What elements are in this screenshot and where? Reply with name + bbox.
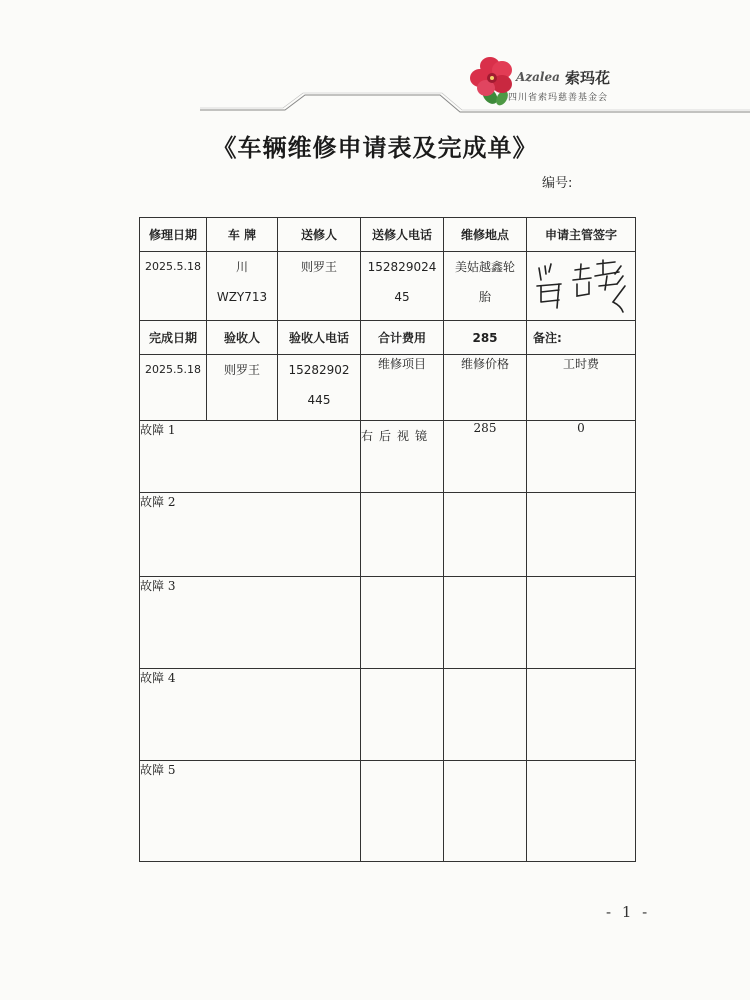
logo-chinese-name: 索玛花 bbox=[565, 69, 611, 87]
sender-phone-value bbox=[361, 252, 444, 321]
header-inspector: 验收人 bbox=[207, 321, 278, 355]
header-divider-line bbox=[0, 0, 750, 120]
page-number: - 1 - bbox=[606, 903, 651, 921]
serial-number-label: 编号: bbox=[542, 176, 573, 191]
fault-labor-fee bbox=[527, 493, 636, 577]
fault-repair-item: 右后视镜 bbox=[361, 421, 444, 493]
plate-line-2: WZY713 bbox=[216, 290, 268, 304]
fault-repair-price bbox=[444, 669, 527, 761]
column-labor-fee: 工时费 bbox=[527, 355, 636, 421]
header-completion-date: 完成日期 bbox=[140, 321, 207, 355]
fault-row bbox=[140, 421, 636, 493]
fault-labor-fee bbox=[527, 669, 636, 761]
fault-label: 故障 1 bbox=[140, 421, 361, 493]
location-line-2: 胎 bbox=[478, 290, 491, 304]
fault-repair-item bbox=[361, 761, 444, 862]
fault-repair-item bbox=[361, 669, 444, 761]
remarks-label: 备注: bbox=[527, 321, 636, 355]
header-supervisor-signature: 申请主管签字 bbox=[527, 218, 636, 252]
fault-label: 故障 3 bbox=[140, 577, 361, 669]
header-sender: 送修人 bbox=[278, 218, 361, 252]
fault-labor-fee: 0 bbox=[527, 421, 636, 493]
fault-repair-item bbox=[361, 493, 444, 577]
header-inspector-phone: 验收人电话 bbox=[278, 321, 361, 355]
fault-label: 故障 2 bbox=[140, 493, 361, 577]
header-sender-phone: 送修人电话 bbox=[361, 218, 444, 252]
column-repair-item: 维修项目 bbox=[361, 355, 444, 421]
fault-repair-price bbox=[444, 577, 527, 669]
logo-subtitle: 四川省索玛慈善基金会 bbox=[508, 93, 609, 103]
fault-row bbox=[140, 577, 636, 669]
handwritten-signature bbox=[533, 256, 633, 318]
inspector-phone-line-1: 15282902 bbox=[288, 363, 350, 377]
location-line-1: 美姑越鑫轮 bbox=[454, 260, 515, 274]
inspector-phone-value bbox=[278, 355, 361, 421]
table-header-row-2 bbox=[140, 321, 636, 355]
repair-date-value: 2025.5.18 bbox=[140, 252, 207, 321]
completion-date-value: 2025.5.18 bbox=[140, 355, 207, 421]
header-repair-location: 维修地点 bbox=[444, 218, 527, 252]
column-repair-price: 维修价格 bbox=[444, 355, 527, 421]
fault-repair-price: 285 bbox=[444, 421, 527, 493]
plate-value bbox=[207, 252, 278, 321]
repair-form-table bbox=[139, 217, 636, 862]
table-header-row-1 bbox=[140, 218, 636, 252]
logo-english-name: Azalea bbox=[516, 70, 560, 84]
header-repair-date: 修理日期 bbox=[140, 218, 207, 252]
header-total-cost: 合计费用 bbox=[361, 321, 444, 355]
sender-phone-line-1: 152829024 bbox=[367, 260, 437, 274]
document-title: 《车辆维修申请表及完成单》 bbox=[212, 133, 538, 162]
supervisor-signature-cell bbox=[527, 252, 636, 321]
table-row-completion bbox=[140, 355, 636, 421]
fault-labor-fee bbox=[527, 761, 636, 862]
fault-row bbox=[140, 493, 636, 577]
table-row-request bbox=[140, 252, 636, 321]
fault-label: 故障 5 bbox=[140, 761, 361, 862]
location-value bbox=[444, 252, 527, 321]
fault-row bbox=[140, 669, 636, 761]
sender-phone-line-2: 45 bbox=[394, 290, 410, 304]
fault-row bbox=[140, 761, 636, 862]
fault-repair-price bbox=[444, 493, 527, 577]
inspector-value: 则罗王 bbox=[207, 355, 278, 421]
foundation-logo bbox=[468, 52, 628, 112]
fault-repair-price bbox=[444, 761, 527, 862]
total-cost-value: 285 bbox=[444, 321, 527, 355]
fault-labor-fee bbox=[527, 577, 636, 669]
fault-label: 故障 4 bbox=[140, 669, 361, 761]
header-plate: 车 牌 bbox=[207, 218, 278, 252]
plate-line-1: 川 bbox=[235, 260, 248, 274]
sender-value: 则罗王 bbox=[278, 252, 361, 321]
inspector-phone-line-2: 445 bbox=[307, 393, 331, 407]
fault-repair-item bbox=[361, 577, 444, 669]
